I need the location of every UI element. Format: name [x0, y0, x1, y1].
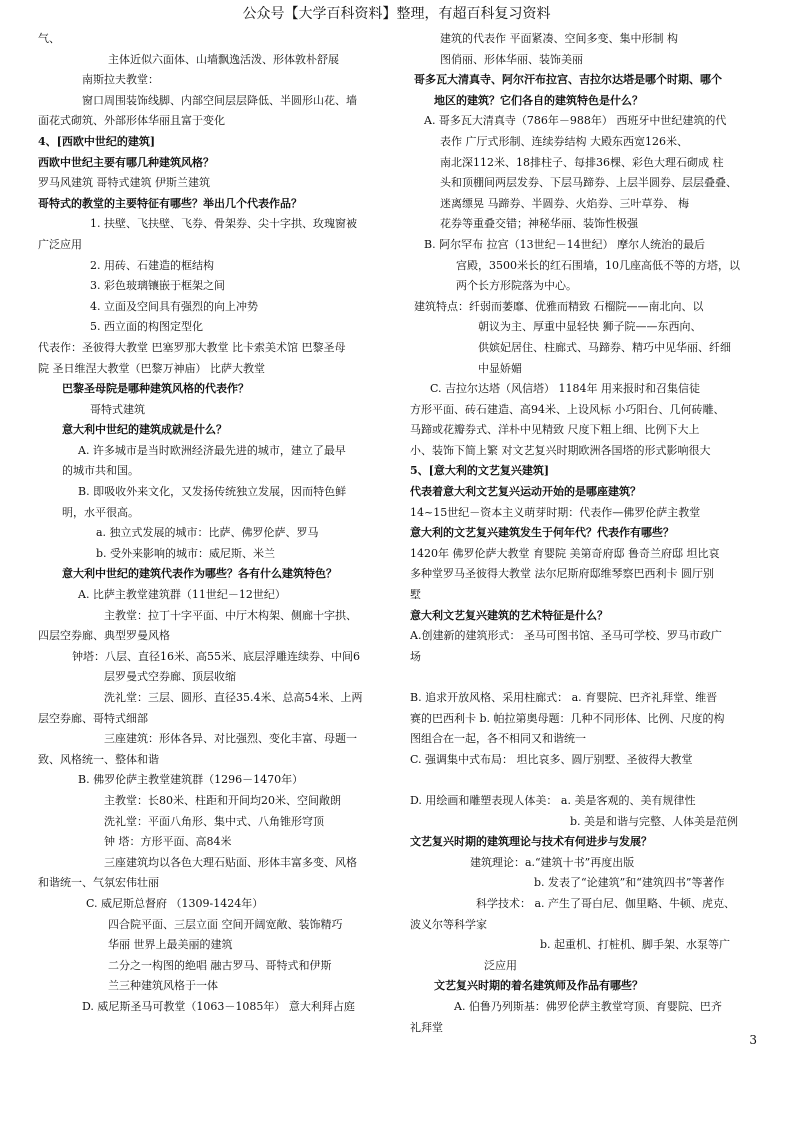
- text-line: 方形平面、砖石建造、高94米、上设风标 小巧阳台、几何砖雕、: [410, 402, 725, 416]
- text-line: 洗礼堂：三层、圆形、直径35.4米、总高54米、上两: [104, 691, 363, 704]
- text-line: 三座建筑均以各色大理石贴面、形体丰富多变、风格: [104, 855, 357, 869]
- text-line: 2. 用砖、石建造的框结构: [90, 258, 214, 272]
- text-line: C. 强调集中式布局： 坦比哀多、圆厅别墅、圣彼得大教堂: [410, 752, 693, 766]
- text-line: 钟 塔：方形平面、高84米: [104, 835, 232, 849]
- text-line: 窗口周围装饰线脚、内部空间层层降低、半圆形山花、墙: [82, 93, 357, 107]
- text-line: 二分之一构图的绝唱 融古罗马、哥特式和伊斯: [108, 958, 332, 972]
- text-line: 主教堂：拉丁十字平面、中厅木构架、侧廊十字拱、: [104, 608, 357, 622]
- text-line: D. 威尼斯圣马可教堂（1063－1085年） 意大利拜占庭: [82, 999, 355, 1013]
- text-line: 华丽 世界上最美丽的建筑: [108, 938, 233, 952]
- text-line: 层空券廊、哥特式细部: [38, 711, 148, 725]
- text-line: B. 追求开放风格、采用柱廊式： a. 育婴院、巴齐礼拜堂、维晋: [410, 691, 718, 704]
- text-line: 5. 西立面的构图定型化: [90, 320, 203, 334]
- text-line: 多种堂罗马圣彼得大教堂 法尔尼斯府邸维琴察巴西利卡 圆厅别: [410, 567, 714, 581]
- page-header: 公众号【大学百科资料】整理，有超百科复习资料: [242, 6, 551, 22]
- heading-line: 地区的建筑？它们各自的建筑特色是什么？: [434, 93, 643, 107]
- heading-line: 西欧中世纪主要有哪几种建筑风格？: [38, 155, 214, 169]
- text-line: 罗马风建筑 哥特式建筑 伊斯兰建筑: [38, 176, 210, 190]
- text-line: 1420年 佛罗伦萨大教堂 育婴院 美第奇府邸 鲁奇兰府邸 坦比哀: [410, 546, 720, 560]
- text-line: 洗礼堂：平面八角形、集中式、八角锥形穹顶: [104, 814, 324, 828]
- text-line: A. 哥多瓦大清真寺（786年－988年） 西班牙中世纪建筑的代: [424, 114, 727, 128]
- text-line: A. 许多城市是当时欧洲经济最先进的城市，建立了最早: [78, 443, 346, 457]
- text-line: C. 威尼斯总督府 （1309-1424年）: [86, 896, 264, 910]
- text-line: 建筑理论：a.“建筑十书”再度出版: [470, 855, 635, 869]
- text-line: a. 独立式发展的城市：比萨、佛罗伦萨、罗马: [96, 526, 319, 540]
- text-line: 代表作：圣彼得大教堂 巴塞罗那大教堂 比卡索美术馆 巴黎圣母: [38, 340, 346, 354]
- text-line: A.创建新的建筑形式： 圣马可图书馆、圣马可学校、罗马市政广: [410, 629, 722, 643]
- text-line: 明，水平很高。: [62, 505, 139, 519]
- text-line: B. 阿尔罕布 拉宫（13世纪－14世纪） 摩尔人统治的最后: [424, 237, 706, 251]
- heading-line: 意大利文艺复兴建筑的艺术特征是什么？: [410, 608, 608, 622]
- text-line: 的城市共和国。: [62, 464, 139, 478]
- text-line: 3. 彩色玻璃镶嵌于框架之间: [90, 279, 225, 293]
- text-line: [410, 770, 756, 791]
- text-line: 花券等重叠交错；神秘华丽、装饰性极强: [440, 217, 638, 231]
- text-line: 南北深112米、18排柱子、每排36棵、彩色大理石砌成 柱: [440, 155, 724, 169]
- text-line: b. 起重机、打桩机、脚手架、水泵等广: [540, 938, 731, 952]
- heading-line: 5、[意大利的文艺复兴建筑]: [410, 464, 550, 478]
- text-line: A. 伯鲁乃列斯基：佛罗伦萨主教堂穹顶、育婴院、巴齐: [454, 999, 722, 1013]
- heading-line: 代表着意大利文艺复兴运动开始的是哪座建筑？: [410, 485, 641, 499]
- text-line: 场: [410, 649, 421, 663]
- text-line: 层罗曼式空券廊、顶层收缩: [104, 670, 236, 684]
- heading-line: 文艺复兴时期的建筑理论与技术有何进步与发展？: [410, 835, 652, 849]
- text-line: 和谐统一、气氛宏伟壮丽: [38, 876, 159, 890]
- text-line: 4. 立面及空间具有强烈的向上冲势: [90, 299, 258, 313]
- text-line: 朝议为主、厚重中显轻快 狮子院——东西向、: [478, 320, 702, 334]
- text-line: 14~15世纪－资本主义萌芽时期：代表作—佛罗伦萨主教堂: [410, 505, 701, 519]
- text-line: 院 圣日维涅大教堂（巴黎万神庙） 比萨大教堂: [38, 361, 265, 375]
- text-line: D. 用绘画和雕塑表现人体美： a. 美是客观的、美有规律性: [410, 793, 696, 807]
- text-line: 1. 扶壁、飞扶壁、飞券、骨架券、尖十字拱、玫瑰窗被: [90, 217, 357, 231]
- page-number: 3: [749, 1033, 757, 1047]
- text-line: 中显娇媚: [478, 361, 522, 375]
- text-line: 广泛应用: [38, 237, 82, 251]
- text-line: 主教堂：长80米、柱距和开间均20米、空间敞朗: [104, 793, 341, 807]
- text-line: [410, 667, 756, 688]
- text-line: 三座建筑：形体各异、对比强烈、变化丰富、母题一: [104, 732, 357, 746]
- text-line: 致、风格统一、整体和谐: [38, 752, 159, 766]
- text-line: b. 发表了“论建筑”和“建筑四书”等著作: [534, 876, 725, 890]
- text-line: 建筑特点：纤弱而萎靡、优雅而精致 石榴院——南北向、以: [414, 299, 704, 313]
- text-line: 四合院平面、三层立面 空间开阔宽敞、装饰精巧: [108, 917, 343, 931]
- text-line: 表作 广厅式形制、连续券结构 大殿东西宽126米、: [440, 134, 688, 148]
- text-line: 波义尔等科学家: [410, 917, 487, 931]
- text-line: 兰三种建筑风格于一体: [108, 979, 218, 993]
- text-line: b. 受外来影响的城市：威尼斯、米兰: [96, 546, 276, 560]
- heading-line: 哥特式的教堂的主要特征有哪些？举出几个代表作品？: [38, 196, 302, 210]
- heading-line: 4、[西欧中世纪的建筑]: [38, 134, 156, 148]
- text-line: 南斯拉夫教堂：: [82, 73, 159, 87]
- text-line: 科学技术： a. 产生了哥白尼、伽里略、牛顿、虎克、: [476, 896, 736, 910]
- text-line: 主体近似六面体、山墙飘逸活泼、形体敦朴舒展: [108, 52, 339, 66]
- text-line: B. 即吸收外来文化，又发扬传统独立发展，因而特色鲜: [78, 485, 347, 499]
- heading-line: 巴黎圣母院是哪种建筑风格的代表作？: [62, 382, 249, 396]
- text-line: 图俏丽、形体华丽、装饰美丽: [440, 52, 583, 66]
- heading-line: 意大利中世纪的建筑成就是什么？: [62, 423, 227, 437]
- text-line: 面花式砌筑、外部形体华丽且富于变化: [38, 114, 225, 128]
- text-line: 建筑的代表作 平面紧凑、空间多变、集中形制 构: [440, 32, 678, 45]
- text-line: 墅: [410, 588, 421, 602]
- heading-line: 意大利的文艺复兴建筑发生于何年代？代表作有哪些？: [410, 526, 674, 540]
- text-line: 四层空券廊、典型罗曼风格: [38, 629, 170, 643]
- text-line: 哥特式建筑: [90, 402, 145, 416]
- right-column: [410, 29, 756, 1038]
- text-line: 小、装饰下简上繁 对文艺复兴时期欧洲各国塔的形式影响很大: [410, 443, 711, 457]
- text-line: 礼拜堂: [410, 1020, 443, 1034]
- text-line: 赛的巴西利卡 b. 帕拉第奥母题：几种不同形体、比例、尺度的构: [410, 711, 725, 725]
- text-line: C. 吉拉尔达塔（风信塔） 1184年 用来报时和召集信徒: [430, 382, 701, 396]
- text-line: 头和顶棚间两层发券、下层马蹄券、上层半圆券、层层叠叠、: [440, 176, 737, 190]
- left-column: [38, 29, 388, 1018]
- heading-line: 哥多瓦大清真寺、阿尔汗布拉宫、吉拉尔达塔是哪个时期、哪个: [414, 73, 722, 87]
- text-line: 宫殿，3500米长的红石围墙，10几座高低不等的方塔，以: [456, 258, 740, 272]
- heading-line: 文艺复兴时期的着名建筑师及作品有哪些？: [434, 979, 643, 993]
- text-line: 图组合在一起，各不相同又和谐统一: [410, 732, 586, 746]
- text-line: A. 比萨主教堂建筑群（11世纪－12世纪）: [78, 588, 286, 602]
- text-line: b. 美是和谐与完整、人体美是范例: [570, 814, 739, 828]
- text-line: 马蹄或花瓣券式、洋朴中见精致 尺度下粗上细、比例下大上: [410, 423, 700, 437]
- text-line: 迷离缥晃 马蹄券、半圆券、火焰券、三叶草券、 梅: [440, 196, 689, 210]
- text-line: 供嫔妃居住、柱廊式、马蹄券、精巧中见华丽、纤细: [478, 340, 731, 354]
- heading-line: 意大利中世纪的建筑代表作为哪些？各有什么建筑特色？: [62, 567, 337, 581]
- text-line: 钟塔：八层、直径16米、高55米、底层浮雕连续券、中间6: [72, 649, 360, 663]
- text-line: B. 佛罗伦萨主教堂建筑群（1296－1470年）: [78, 773, 304, 787]
- text-line: 泛应用: [484, 958, 517, 972]
- text-line: 气、: [38, 32, 60, 45]
- text-line: 两个长方形院落为中心。: [456, 279, 577, 293]
